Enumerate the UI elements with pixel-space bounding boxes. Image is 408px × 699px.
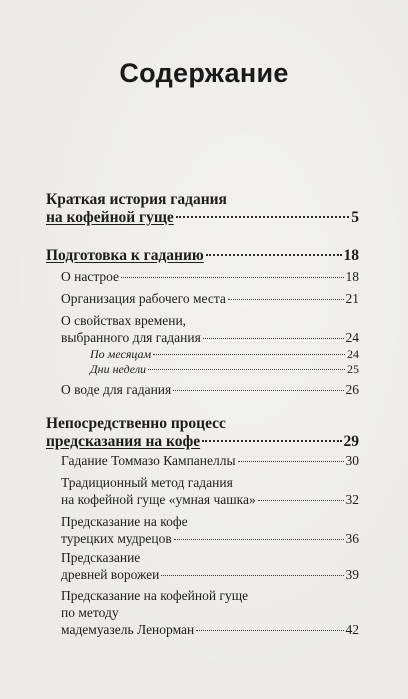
toc-section-ancient[interactable] [46,549,359,583]
dot-leader [148,369,345,370]
dot-leader [161,575,343,576]
toc-entry-title: О настрое [61,269,120,284]
toc-page-number: 25 [347,362,359,376]
toc-entry-title: О свойствах времени, [61,313,187,328]
toc-entry-title: мадемуазель Ленорман [61,622,195,637]
toc-page-number: 39 [345,567,359,582]
dot-leader [206,254,342,256]
toc-section-campanella[interactable] [46,452,359,469]
toc-entry-title: Непосредственно процесс [46,415,226,432]
toc-entry-title: Дни недели [90,362,147,376]
dot-leader [153,354,345,355]
toc-page-number: 26 [345,382,359,397]
toc-subsection-weekdays[interactable] [46,361,359,377]
toc-page-number: 24 [347,347,359,361]
toc-entry-title: Традиционный метод гадания [61,475,233,490]
toc-entry-title: Организация рабочего места [61,291,226,306]
toc-entry-title: турецких мудрецов [61,531,172,546]
toc-section-turkish[interactable] [46,513,359,547]
toc-page-number: 18 [345,269,359,284]
dot-leader [173,390,343,391]
toc-section-workplace[interactable] [46,290,359,307]
dot-leader [203,338,344,339]
toc-section-mood[interactable] [46,268,359,285]
toc-entry-title: О воде для гадания [61,382,172,397]
toc-entry-title: Подготовка к гаданию [46,247,204,264]
toc-section-smart-cup[interactable] [46,474,359,508]
toc-entry-title: Предсказание [61,550,141,565]
toc-entry-title: Гадание Томмазо Кампанеллы [61,453,236,468]
toc-entry-title: по методу [61,605,119,620]
toc-chapter-process[interactable] [46,415,359,451]
toc-entry-title: древней ворожеи [61,567,160,582]
page-title: Содержание [119,58,289,88]
toc-entry-title: предсказания на кофе [46,433,201,450]
toc-section-water[interactable] [46,381,359,398]
toc-section-time[interactable] [46,312,359,346]
toc-page-number: 18 [343,247,359,264]
toc-subsection-months[interactable] [46,346,359,362]
toc-page-number: 32 [345,492,359,507]
toc-chapter-preparation[interactable] [46,247,359,265]
toc-page-number: 36 [345,531,359,546]
dot-leader [202,440,341,442]
dot-leader [238,461,344,462]
dot-leader [174,539,344,540]
toc-entry-title: Предсказание на кофейной гуще [61,588,249,603]
toc-entry-title: По месяцам [90,347,152,361]
toc-page-number: 21 [345,291,359,306]
dot-leader [258,500,344,501]
dot-leader [228,299,344,300]
dot-leader [121,277,343,278]
toc-page-number: 24 [345,330,359,345]
toc-entry-title: на кофейной гуще [46,209,174,226]
toc-entry-title: Предсказание на кофе [61,514,188,529]
toc-entry-title: Краткая история гадания [46,191,227,208]
dot-leader [176,216,349,218]
toc-chapter-history[interactable] [46,191,359,227]
toc-page-number: 30 [345,453,359,468]
toc-page-number: 42 [345,622,359,637]
toc-page-number: 5 [351,209,359,226]
toc-page-number: 29 [343,433,359,450]
dot-leader [196,630,343,631]
toc-section-lenormand[interactable] [46,587,359,638]
toc-entry-title: на кофейной гуще «умная чашка» [61,492,256,507]
toc-entry-title: выбранного для гадания [61,330,201,345]
